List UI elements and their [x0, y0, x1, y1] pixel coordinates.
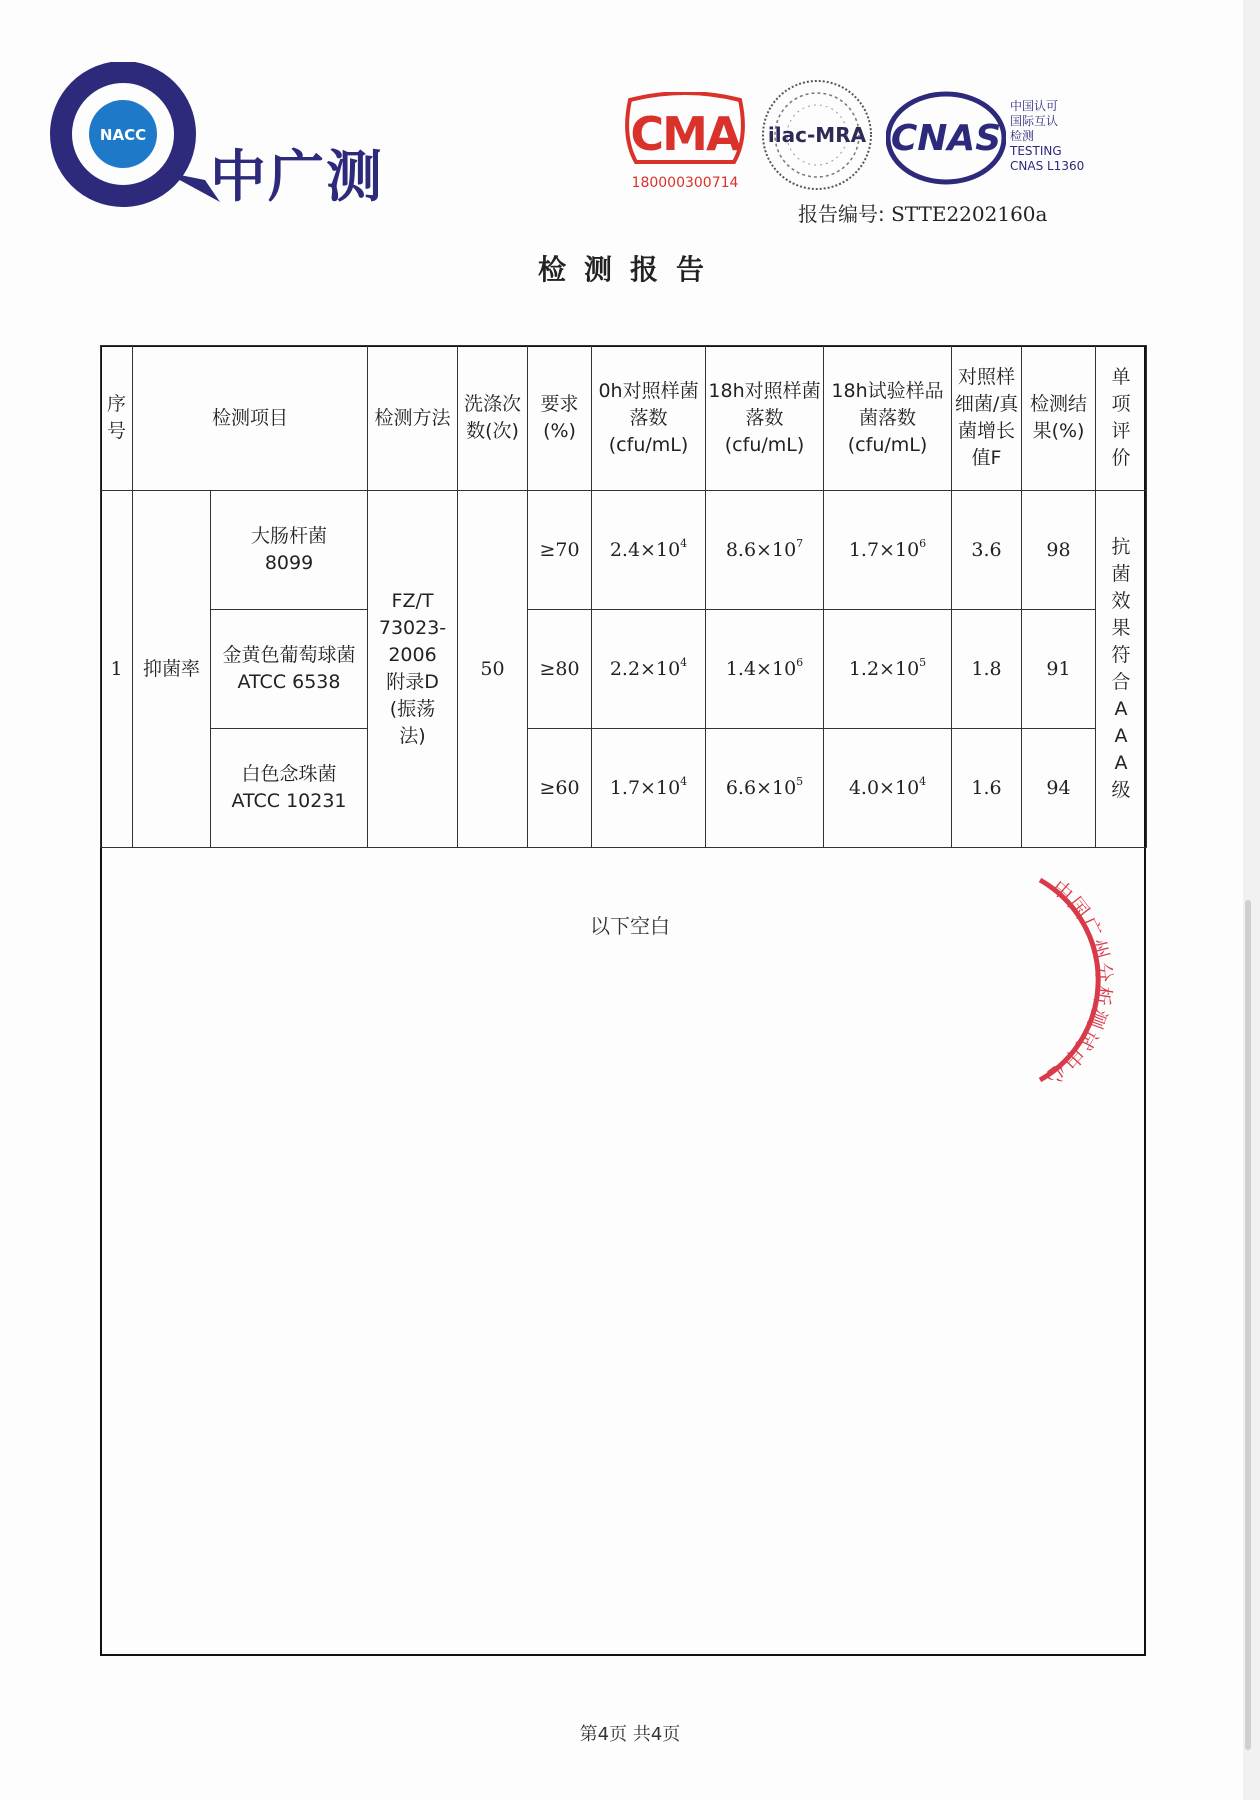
- header-18h-control: 18h对照样菌落数(cfu/mL): [706, 346, 824, 491]
- cell-requirement: ≥70: [528, 491, 592, 610]
- page-footer: 第4页 共4页: [579, 1724, 681, 1745]
- scrollbar-thumb[interactable]: [1245, 900, 1251, 1750]
- cnas-caption-line: 国际互认: [1010, 114, 1059, 128]
- table-row: [101, 491, 1147, 610]
- header-method: 检测方法: [368, 346, 458, 491]
- cell-18h-control: $6.6\times 10^5$: [706, 729, 824, 848]
- header-result: 检测结果(%): [1022, 346, 1096, 491]
- cell-18h-control: $1.4\times 10^6$: [706, 610, 824, 729]
- header-18h-test: 18h试验样品菌落数(cfu/mL): [824, 346, 952, 491]
- cell-growth-f: 3.6: [952, 491, 1022, 610]
- cnas-caption-line: CNAS L1360: [1010, 159, 1085, 173]
- cell-requirement: ≥60: [528, 729, 592, 848]
- cell-organism: [211, 729, 368, 848]
- cell-seq: 1: [101, 491, 133, 848]
- cnas-caption-line: 中国认可: [1010, 99, 1059, 113]
- cell-18h-test: $1.2\times 10^5$: [824, 610, 952, 729]
- header-washes: 洗涤次数(次): [458, 346, 528, 491]
- logo-wordmark: 中广测: [210, 145, 384, 210]
- official-stamp: [1010, 860, 1160, 1100]
- table-row: [101, 610, 1147, 729]
- cell-organism: [211, 610, 368, 729]
- cell-result: 98: [1022, 491, 1096, 610]
- organism-name: 大肠杆菌: [251, 525, 328, 547]
- organism-name: 金黄色葡萄球菌: [222, 644, 356, 666]
- header-evaluation: 单项评价: [1096, 346, 1147, 491]
- cnas-caption-line: 检测: [1010, 129, 1035, 143]
- header-item: 检测项目: [133, 346, 368, 491]
- cell-0h-control: $1.7\times 10^4$: [592, 729, 706, 848]
- ilac-text: ilac-MRA: [767, 123, 867, 147]
- header-growth-f: 对照样细菌/真菌增长值F: [952, 346, 1022, 491]
- blank-note: 以下空白: [590, 914, 670, 938]
- cell-result: 94: [1022, 729, 1096, 848]
- cma-number: 180000300714: [631, 175, 739, 191]
- report-number-value: STTE2202160a: [891, 202, 1048, 226]
- test-results-table: [100, 345, 1147, 848]
- report-number-label: 报告编号:: [798, 202, 885, 226]
- cell-18h-test: $4.0\times 10^4$: [824, 729, 952, 848]
- cell-growth-f: 1.6: [952, 729, 1022, 848]
- organism-code: ATCC 10231: [231, 790, 347, 812]
- svg-text:中国广州分析测试中心: [1040, 875, 1117, 1091]
- report-number: [798, 198, 1047, 227]
- cell-category: 抑菌率: [133, 491, 211, 848]
- cell-growth-f: 1.8: [952, 610, 1022, 729]
- header-requirement: 要求(%): [528, 346, 592, 491]
- cell-requirement: ≥80: [528, 610, 592, 729]
- cnas-caption: [1010, 99, 1084, 174]
- logo-badge: NACC: [99, 126, 147, 144]
- cell-washes: 50: [458, 491, 528, 848]
- organism-code: 8099: [264, 552, 314, 574]
- cell-0h-control: $2.4\times 10^4$: [592, 491, 706, 610]
- cell-18h-control: $8.6\times 10^7$: [706, 491, 824, 610]
- header-0h-control: 0h对照样菌落数(cfu/mL): [592, 346, 706, 491]
- stamp-text: 中国广州分析测试中心: [1039, 875, 1117, 1091]
- table-header-row: [101, 346, 1147, 491]
- table-row: [101, 729, 1147, 848]
- organism-code: ATCC 6538: [237, 671, 341, 693]
- cell-18h-test: $1.7\times 10^6$: [824, 491, 952, 610]
- cnas-mark: [886, 88, 1006, 188]
- cnas-caption-line: TESTING: [1010, 144, 1062, 158]
- cma-letters: CMA: [630, 107, 740, 161]
- cell-organism: [211, 491, 368, 610]
- cell-method: FZ/T 73023-2006 附录D (振荡法): [368, 491, 458, 848]
- header-seq: 序号: [101, 346, 133, 491]
- cell-0h-control: $2.2\times 10^4$: [592, 610, 706, 729]
- cell-evaluation: 抗菌效果符合AAA级: [1096, 491, 1147, 848]
- document-title: 检测报告: [537, 253, 722, 286]
- ilac-mra-mark: [760, 78, 875, 193]
- cnas-text: CNAS: [890, 118, 1002, 159]
- cell-result: 91: [1022, 610, 1096, 729]
- organism-name: 白色念珠菌: [241, 763, 337, 785]
